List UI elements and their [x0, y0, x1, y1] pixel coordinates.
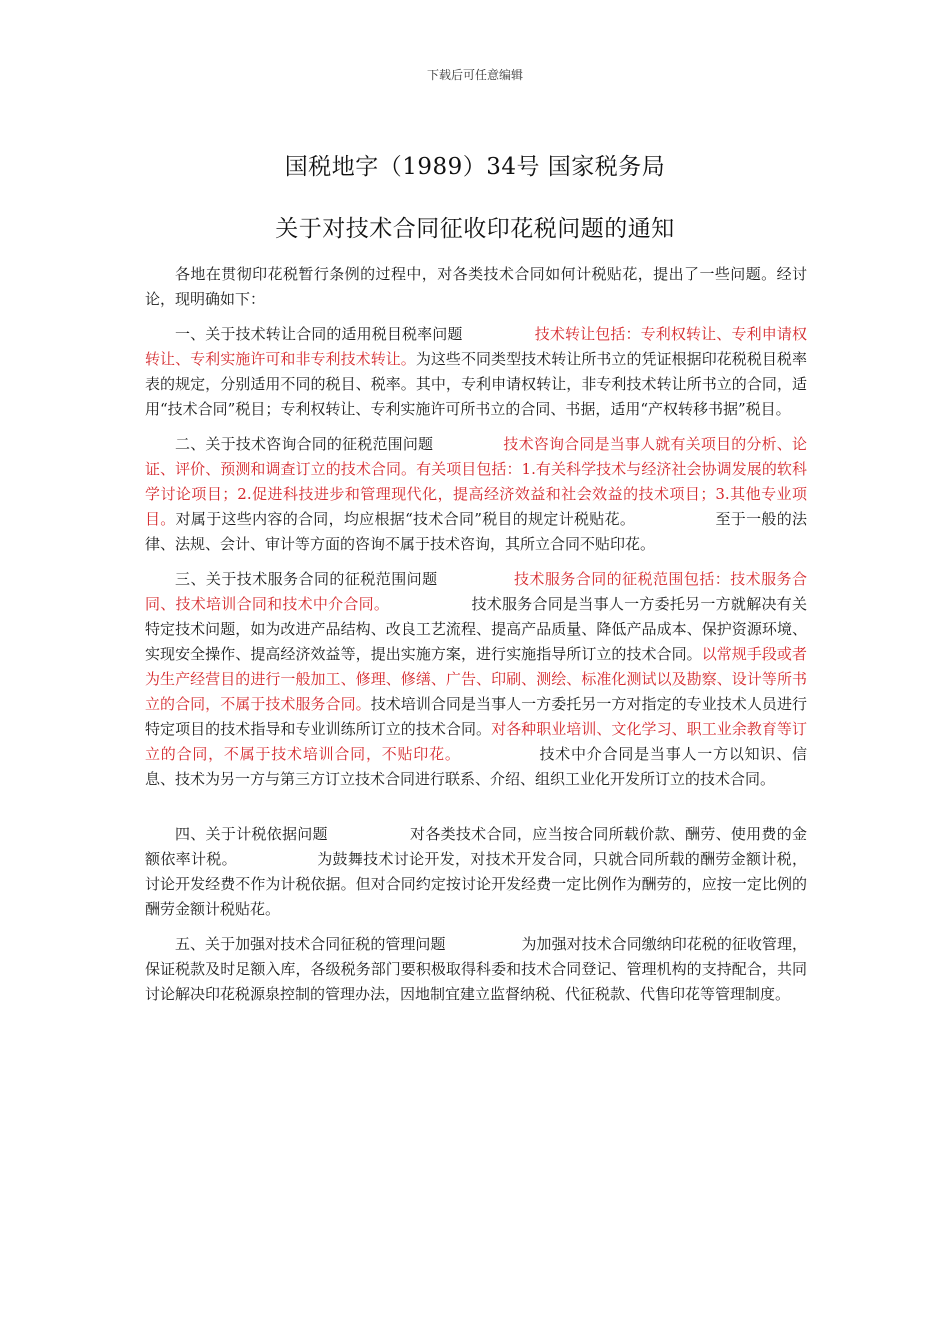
paragraph-spacer: [145, 802, 807, 822]
section-3-paragraph: [145, 567, 807, 792]
section-4-heading: 四、关于计税依据问题: [175, 825, 328, 843]
section-1-paragraph: [145, 322, 807, 422]
section-5-heading: 五、关于加强对技术合同征税的管理问题: [175, 935, 446, 953]
intro-paragraph: 各地在贯彻印花税暂行条例的过程中，对各类技术合同如何计税贴花，提出了一些问题。经讨论，现明确如下：: [145, 265, 807, 308]
header-note: 下载后可任意编辑: [426, 68, 523, 82]
section-3-red-text-1: 技术服务合同的征税范围包括：技术服务合同、技术培训合同和技术中介合同。: [145, 570, 807, 613]
section-4-text-1: 对各类技术合同，应当按合同所载价款、酬劳、使用费的金额依率计税。: [145, 825, 807, 868]
section-3-text-2: 技术培训合同是当事人一方委托另一方对指定的专业技术人员进行特定项目的技术指导和专业训练所订立的技术合同。: [145, 695, 807, 738]
section-2-red-text: 技术咨询合同是当事人就有关项目的分析、论证、评价、预测和调查订立的技术合同。有关项目包括：1.有关科学技术与经济社会协调发展的软科学讨论项目；2.促进科技进步和管理现代化，提高经济效益和社会效益的技术项目；3.其他专业项目。: [145, 435, 807, 528]
document-title-line1: 国税地字（1989）34号 国家税务局: [284, 154, 666, 180]
section-3-heading: 三、关于技术服务合同的征税范围问题: [175, 570, 438, 588]
section-3-text-3: 技术中介合同是当事人一方以知识、信息、技术为另一方与第三方订立技术合同进行联系、介绍、组织工业化开发所订立的技术合同。: [145, 745, 807, 788]
section-2-text-2: 至于一般的法律、法规、会计、审计等方面的咨询不属于技术咨询，其所立合同不贴印花。: [145, 510, 807, 553]
section-1-red-text: 技术转让包括：专利权转让、专利申请权转让、专利实施许可和非专利技术转让。: [145, 325, 807, 368]
section-5-paragraph: [145, 932, 807, 1007]
document-title-line2: 关于对技术合同征收印花税问题的通知: [275, 216, 675, 242]
document-body: [145, 262, 807, 1017]
section-2-paragraph: [145, 432, 807, 557]
section-3-text-1: 技术服务合同是当事人一方委托另一方就解决有关特定技术问题，如为改进产品结构、改良工艺流程、提高产品质量、降低产品成本、保护资源环境、实现安全操作、提高经济效益等，提出实施方案，进行实施指导所订立的技术合同。: [145, 595, 807, 663]
section-2-text-1: 对属于这些内容的合同，均应根据“技术合同”税目的规定计税贴花。: [175, 510, 636, 528]
section-1-text: 为这些不同类型技术转让所书立的凭证根据印花税税目税率表的规定，分别适用不同的税目、税率。其中，专利申请权转让，非专利技术转让所书立的合同，适用“技术合同”税目；专利权转让、专利实施许可所书立的合同、书据，适用“产权转移书据”税目。: [145, 350, 807, 418]
section-5-text: 为加强对技术合同缴纳印花税的征收管理，保证税款及时足额入库，各级税务部门要积极取得科委和技术合同登记、管理机构的支持配合，共同讨论解决印花税源泉控制的管理办法，因地制宜建立监督纳税、代征税款、代售印花等管理制度。: [145, 935, 807, 1003]
section-1-heading: 一、关于技术转让合同的适用税目税率问题: [175, 325, 463, 343]
section-4-paragraph: [145, 822, 807, 922]
section-3-red-text-3: 对各种职业培训、文化学习、职工业余教育等订立的合同，不属于技术培训合同，不贴印花。: [145, 720, 807, 763]
section-3-red-text-2: 以常规手段或者为生产经营目的进行一般加工、修理、修缮、广告、印刷、测绘、标准化测试以及勘察、设计等所书立的合同，不属于技术服务合同。: [145, 645, 807, 713]
section-4-text-2: 为鼓舞技术讨论开发，对技术开发合同，只就合同所载的酬劳金额计税，讨论开发经费不作为计税依据。但对合同约定按讨论开发经费一定比例作为酬劳的，应按一定比例的酬劳金额计税贴花。: [145, 850, 807, 918]
section-2-heading: 二、关于技术咨询合同的征税范围问题: [175, 435, 434, 453]
